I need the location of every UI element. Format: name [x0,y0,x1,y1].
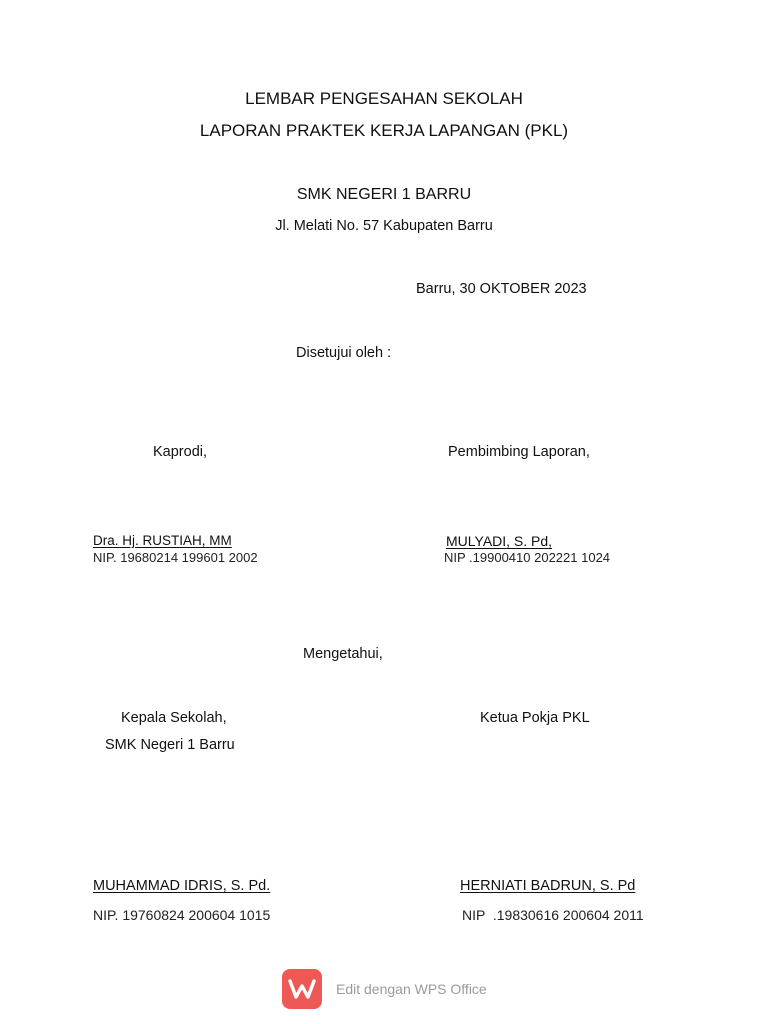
date-line: Barru, 30 OKTOBER 2023 [416,281,587,297]
ketua-pokja-name: HERNIATI BADRUN, S. Pd [460,878,636,894]
kaprodi-role: Kaprodi, [153,444,208,460]
pembimbing-name: MULYADI, S. Pd, [446,533,553,549]
kepala-sekolah-school: SMK Negeri 1 Barru [105,737,235,753]
school-address: Jl. Melati No. 57 Kabupaten Barru [275,218,493,234]
school-name: SMK NEGERI 1 BARRU [296,186,472,203]
ketua-pokja-nip: NIP .19830616 200604 2011 [462,907,644,923]
wps-watermark[interactable] [282,969,487,1009]
pembimbing-nip: NIP .19900410 202221 1024 [444,550,611,565]
wps-office-icon [282,969,322,1009]
title-line-1: LEMBAR PENGESAHAN SEKOLAH [245,89,523,108]
kaprodi-nip: NIP. 19680214 199601 2002 [93,550,258,565]
wps-watermark-label: Edit dengan WPS Office [336,981,487,997]
approved-by-label: Disetujui oleh : [296,345,392,361]
kepala-sekolah-role: Kepala Sekolah, [121,710,227,726]
title-line-2: LAPORAN PRAKTEK KERJA LAPANGAN (PKL) [199,121,569,140]
kepala-sekolah-nip: NIP. 19760824 200604 1015 [93,907,271,923]
acknowledged-label: Mengetahui, [303,646,383,662]
pembimbing-role: Pembimbing Laporan, [448,444,590,460]
kepala-sekolah-name: MUHAMMAD IDRIS, S. Pd. [93,878,271,894]
ketua-pokja-role: Ketua Pokja PKL [480,710,590,726]
kaprodi-name: Dra. Hj. RUSTIAH, MM [93,533,232,548]
